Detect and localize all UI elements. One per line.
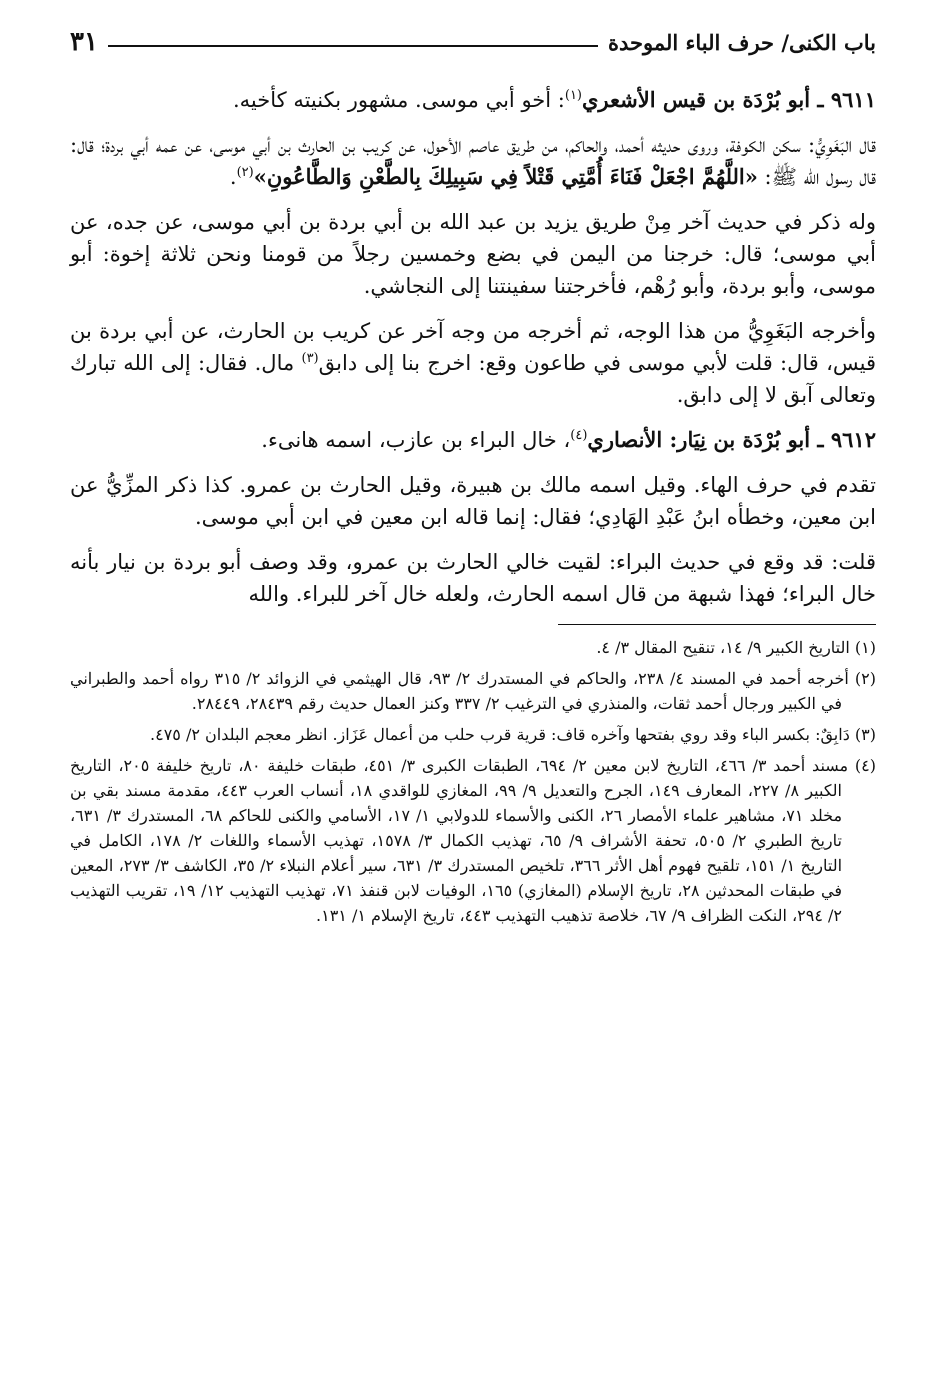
paragraph-qultu: قلت: قد وقع في حديث البراء: لقيت خالي الحارث بن عمرو، وقد وصف أبو بردة بن نيار بأنه خال البراء؛ فهذا شبهة من قال اسمه الحارث، ولعله خال آخر للبراء. والله	[70, 550, 876, 606]
footnote-2: (٢) أخرجه أحمد في المسند ٤/ ٢٣٨، والحاكم في المستدرك ٢/ ٩٣، قال الهيثمي في الزوائد ٢/ ٣١٥ رواه أحمد والطبراني في الكبير ورجال أحمد ثقات، والمنذري في الترغيب ٢/ ٣٣٧ وكنز العمال حديث رقم ٢٨٤٣٩، ٢٨٤٤٩.	[70, 669, 876, 713]
paragraph-text: قال البَغَوِيُّ: سكن الكوفة، وروى حديثه أحمد، والحاكم، من طريق عاصم الأحول، عن كريب بن الحارث بن أبي موسى، عن عمه أبي بردة؛ قال: قال رسول الله ﷺ:	[70, 133, 876, 189]
footnote-marker: (٢)	[236, 165, 254, 180]
paragraph-text: وأخرجه البَغَوِيُّ من هذا الوجه، ثم أخرجه من وجه آخر عن كريب بن الحارث، عن أبي بردة بن قيس، قال: قلت لأبي موسى في طاعون وقع: اخرج بنا إلى دابق	[70, 319, 877, 375]
entry-9611	[70, 84, 876, 116]
footnote-4: (٤) مسند أحمد ٣/ ٤٦٦، التاريخ لابن معين ٢/ ٦٩٤، الطبقات الكبرى ٣/ ٤٥١، طبقات خليفة ٨٠، تاريخ خليفة ٢٠٥، التاريخ الكبير ٨/ ٢٢٧، المعارف ١٤٩، الجرح والتعديل ٩/ ٩٩، المغازي للواقدي ١٨، أنساب العرب ٤٤٣، مقدمة مسند بقي بن مخلد ٧١، مشاهير علماء الأمصار ٢٦، الكنى والأسماء للدولابي ١/ ١٧، الأسامي والكنى للحاكم ٦٨، المستدرك ٣/ ٦٣١، تاريخ الطبري ٢/ ٥٠٥، تحفة الأشراف ٩/ ٦٥، تهذيب الكمال ٣/ ١٥٧٨، تهذيب الأسماء واللغات ٢/ ١٧٨، الكامل في التاريخ ١/ ١٥١، تلقيح فهوم أهل الأثر ٣٦٦، تلخيص المستدرك ٣/ ٦٣١، سير أعلام النبلاء ٢/ ٣٥، الكاشف ٣/ ٢٧٣، المعين في طبقات المحدثين ٢٨، تاريخ الإسلام (المغازي) ١٦٥، الوفيات لابن قنفذ ٧١، تهذيب التهذيب ١٢/ ١٩، تقريب التهذيب ٢/ ٢٩٤، النكت الظراف ٩/ ٦٧، خلاصة تذهيب التهذيب ٤٤٣، تاريخ الإسلام ١/ ١٣١.	[70, 756, 877, 925]
paragraph-dabiq	[70, 315, 876, 411]
footnote-marker: (٤)	[570, 428, 588, 443]
page-number: ٣١	[70, 27, 98, 57]
main-text	[70, 84, 876, 610]
hadith-quote: «اللَّهُمَّ اجْعَلْ فَنَاءَ أُمَّتِي قَتْلاً فِي سَبِيلِكَ بِالطَّعْنِ وَالطَّاعُونِ»	[253, 164, 758, 189]
entry-heading: ٩٦١١ ـ أبو بُرْدَة بن قيس الأشعري	[582, 87, 876, 112]
header-rule	[108, 45, 598, 47]
entry-9612	[70, 424, 876, 456]
entry-heading-nisba: : الأنصاري	[587, 427, 678, 452]
paragraph-text: مال. فقال: إلى الله تبارك وتعالى آبق لا إلى دابق.	[70, 351, 876, 407]
paragraph-name-discussion: تقدم في حرف الهاء. وقيل اسمه مالك بن هبيرة، وقيل الحارث بن عمرو. كذا ذكر المزِّيُّ عن ابن معين، وخطأه ابنُ عَبْدِ الهَادِي؛ فقال: إنما قاله ابن معين في ابن أبي موسى.	[70, 473, 876, 529]
running-title: باب الكنى/ حرف الباء الموحدة	[607, 29, 876, 55]
footnote-marker: (١)	[564, 88, 582, 103]
footnotes	[70, 635, 876, 928]
footnote-1: (١) التاريخ الكبير ٩/ ١٤، تنقيح المقال ٣/ ٤.	[596, 638, 876, 657]
paragraph-baghawi	[70, 129, 876, 193]
paragraph-another-hadith: وله ذكر في حديث آخر مِنْ طريق يزيد بن عبد الله بن أبي بردة بن أبي موسى، عن جده، عن أبي موسى؛ قال: خرجنا من اليمن في بضع وخمسين رجلاً من قومنا ونحن ثلاثة إخوة: أبو موسى، وأبو بردة، وأبو رُهْم، فأخرجتنا سفينتنا إلى النجاشي.	[70, 210, 876, 298]
paragraph-text: .	[229, 165, 237, 189]
footnote-separator	[558, 624, 876, 625]
footnote-3: (٣) دَابِقٌ: بكسر الباء وقد روي بفتحها وآخره قاف: قرية قرب حلب من أعمال عَزَاز. انظر معجم البلدان ٢/ ٤٧٥.	[150, 725, 876, 744]
footnote-marker: (٣)	[301, 351, 319, 366]
entry-description: : أخو أبي موسى. مشهور بكنيته كأخيه.	[233, 88, 565, 112]
entry-heading: ٩٦١٢ ـ أبو بُرْدَة بن نِيَار	[677, 427, 876, 452]
page-header	[70, 22, 876, 62]
entry-description: ، خال البراء بن عازب، اسمه هانىء.	[261, 428, 571, 452]
book-page	[70, 22, 876, 934]
